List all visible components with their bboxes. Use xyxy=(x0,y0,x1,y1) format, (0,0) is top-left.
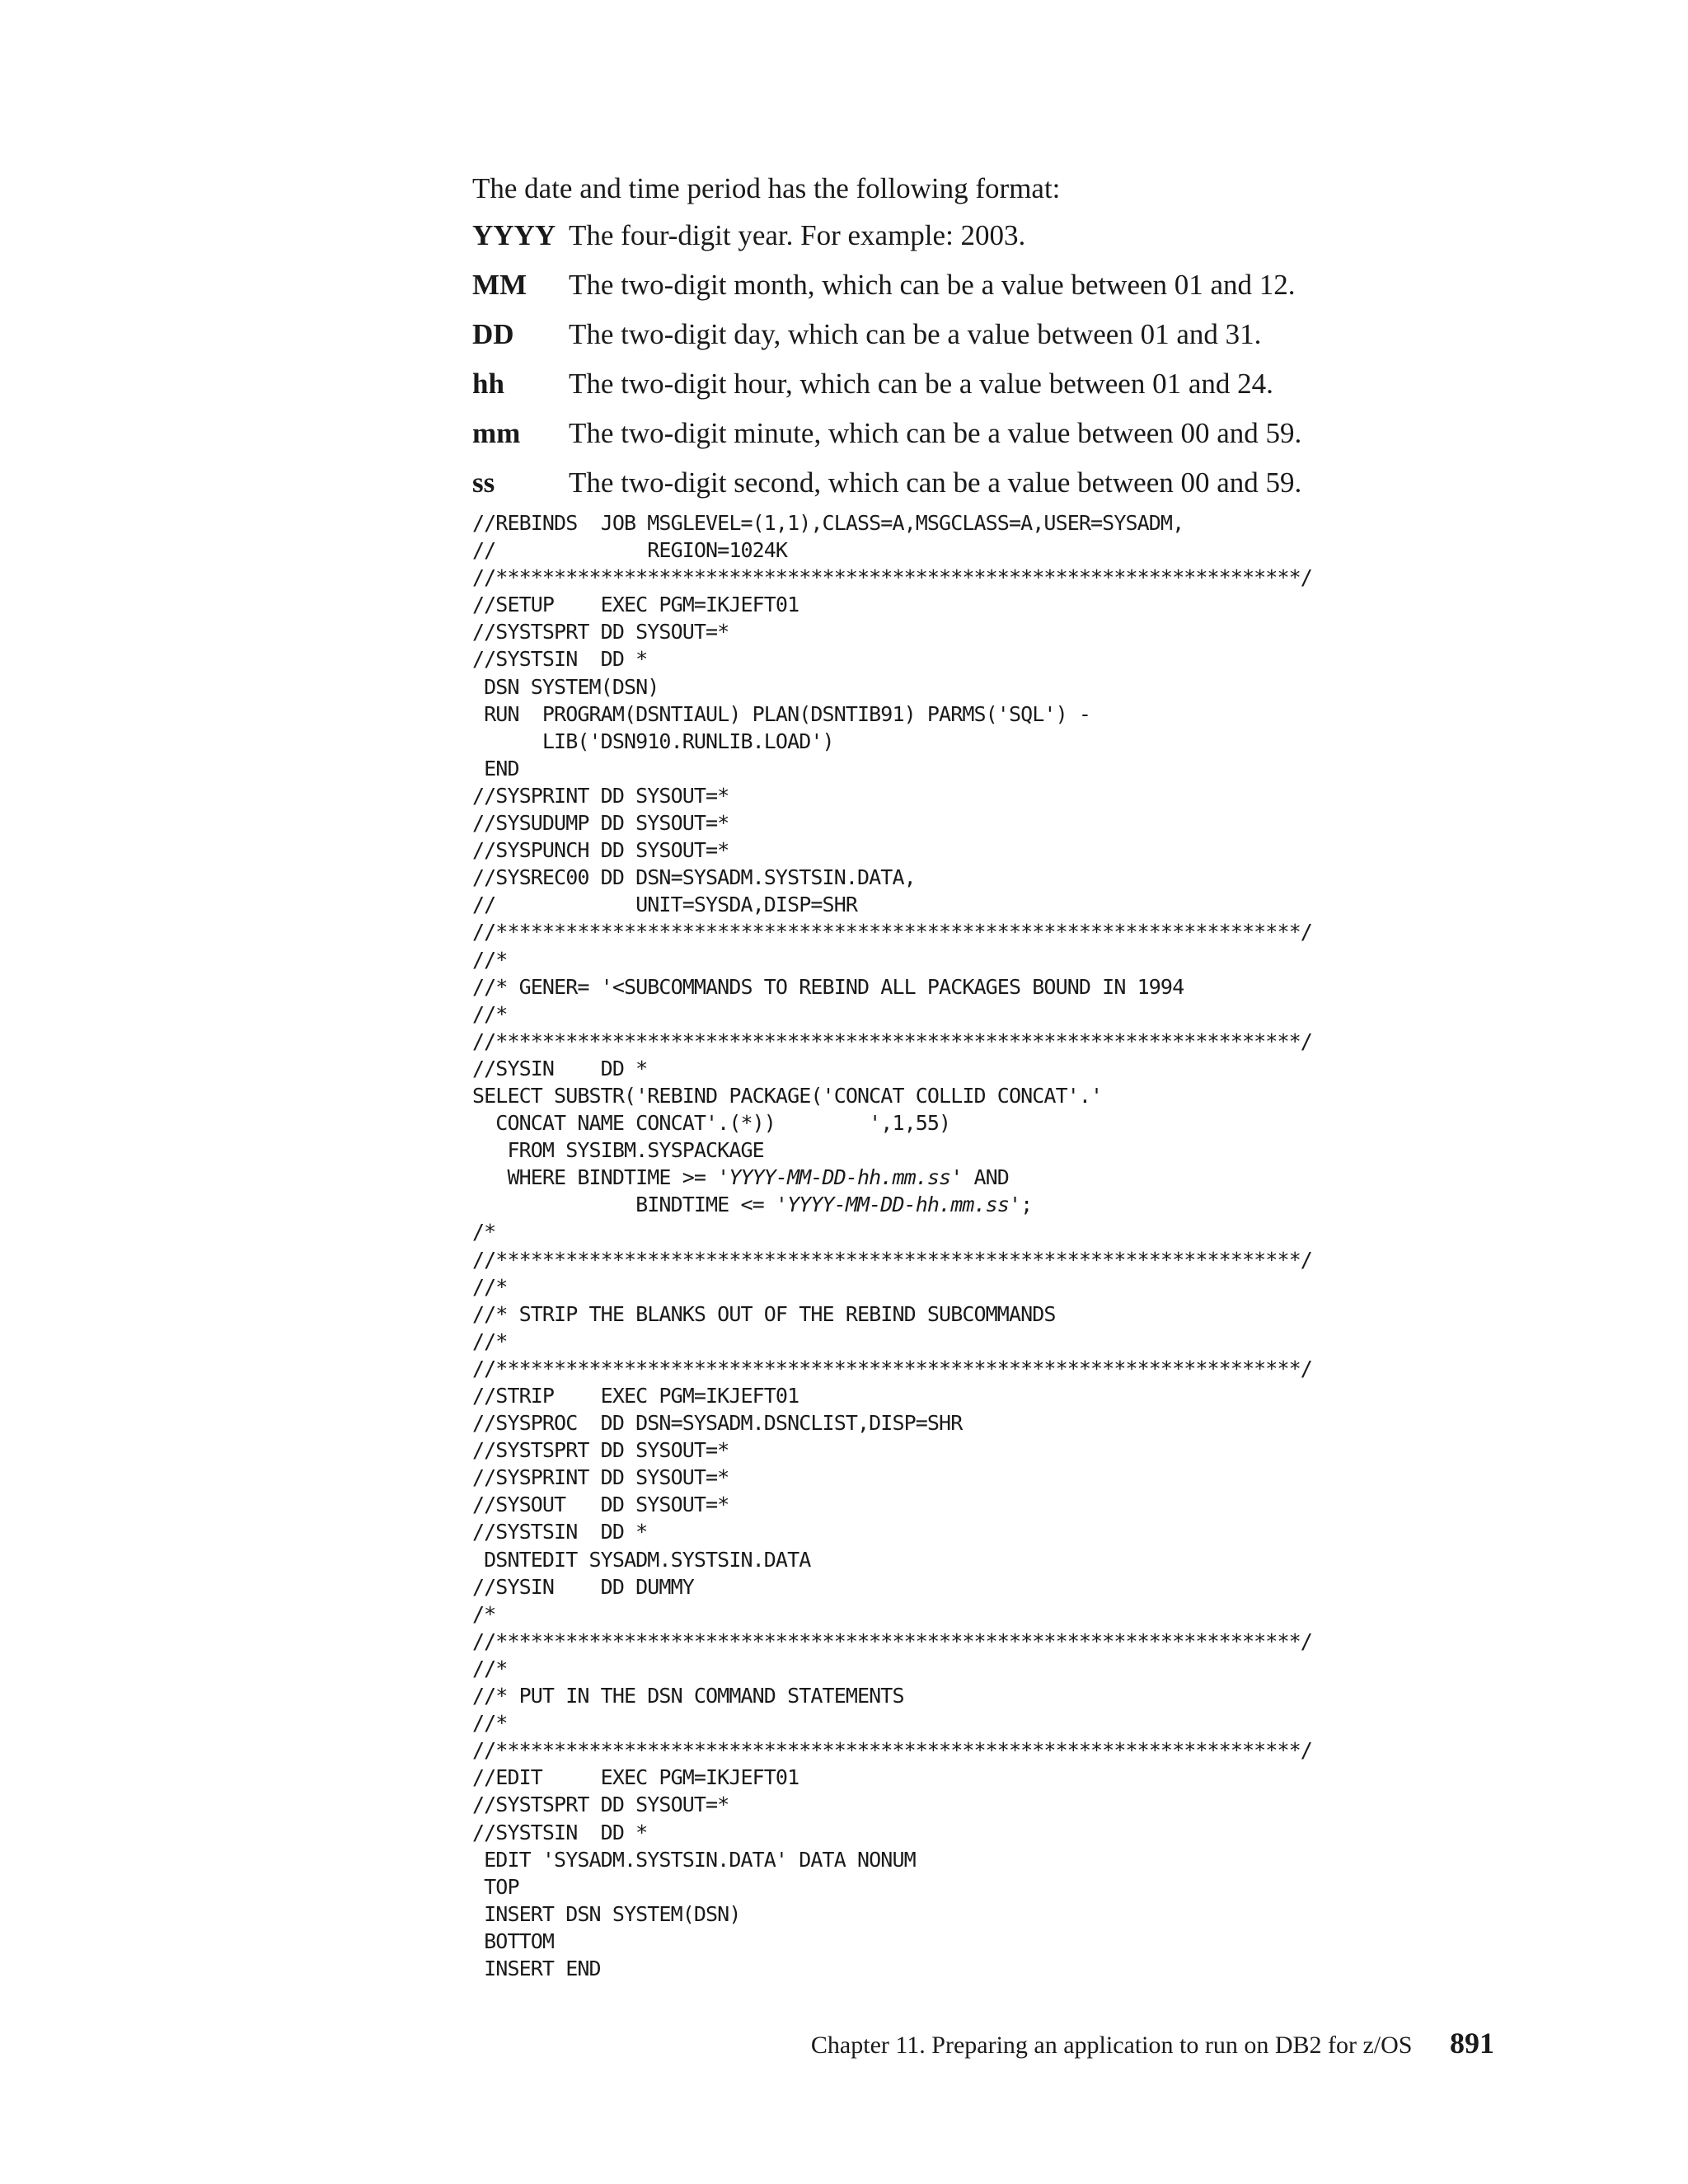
code-line: TOP xyxy=(472,1874,519,1899)
code-line: DSNTEDIT SYSADM.SYSTSIN.DATA xyxy=(472,1547,811,1572)
definition-text: The two-digit second, which can be a value between 00 and 59. xyxy=(569,466,1302,499)
definition-item xyxy=(472,265,1461,315)
code-line: //EDIT EXEC PGM=IKJEFT01 xyxy=(472,1765,799,1790)
code-line: //SYSOUT DD SYSOUT=* xyxy=(472,1493,729,1517)
code-line: //SETUP EXEC PGM=IKJEFT01 xyxy=(472,593,799,617)
definition-text: The four-digit year. For example: 2003. xyxy=(569,219,1026,251)
code-line: //* xyxy=(472,947,508,972)
definition-item xyxy=(472,414,1461,463)
code-line: //SYSUDUMP DD SYSOUT=* xyxy=(472,811,729,836)
code-line: //SYSIN DD DUMMY xyxy=(472,1574,694,1599)
code-line: //*********************************************************************/ xyxy=(472,1029,1312,1053)
code-line: //SYSTSIN DD * xyxy=(472,1820,648,1844)
code-line: WHERE BINDTIME >= 'YYYY-MM-DD-hh.mm.ss' AND xyxy=(472,1165,1009,1190)
code-line: //SYSIN DD * xyxy=(472,1056,648,1080)
code-line: DSN SYSTEM(DSN) xyxy=(472,674,659,699)
definition-term: hh xyxy=(472,368,504,400)
code-line: //SYSPUNCH DD SYSOUT=* xyxy=(472,838,729,863)
code-line: /* xyxy=(472,1601,496,1626)
code-line: INSERT END xyxy=(472,1956,601,1980)
code-line: BOTTOM xyxy=(472,1929,555,1953)
page-footer xyxy=(811,2023,1494,2065)
jcl-code-block xyxy=(472,509,1312,1982)
code-line: //SYSTSIN DD * xyxy=(472,647,648,672)
code-line: EDIT 'SYSADM.SYSTSIN.DATA' DATA NONUM xyxy=(472,1847,916,1872)
definition-text: The two-digit minute, which can be a value between 00 and 59. xyxy=(569,417,1302,449)
code-line: //* xyxy=(472,1656,508,1680)
definition-item xyxy=(472,463,1461,513)
code-line: //*********************************************************************/ xyxy=(472,920,1312,944)
definition-text: The two-digit day, which can be a value between 01 and 31. xyxy=(569,318,1262,350)
definition-text: The two-digit month, which can be a value between 01 and 12. xyxy=(569,269,1296,301)
definition-term: ss xyxy=(472,466,495,499)
code-line: //SYSTSIN DD * xyxy=(472,1520,648,1544)
code-line: //* GENER= '<SUBCOMMANDS TO REBIND ALL PACKAGES BOUND IN 1994 xyxy=(472,974,1184,999)
definition-term: YYYY xyxy=(472,219,556,251)
intro-text: The date and time period has the following format: xyxy=(472,172,1061,204)
definition-term: DD xyxy=(472,318,514,350)
definition-item xyxy=(472,364,1461,414)
definition-term: MM xyxy=(472,269,528,301)
code-line: /* xyxy=(472,1220,496,1244)
definition-item xyxy=(472,216,1461,265)
code-line: //*********************************************************************/ xyxy=(472,1247,1312,1272)
code-line: //*********************************************************************/ xyxy=(472,565,1312,590)
code-line: //*********************************************************************/ xyxy=(472,1629,1312,1653)
code-line: //SYSREC00 DD DSN=SYSADM.SYSTSIN.DATA, xyxy=(472,865,916,890)
code-line: //SYSPROC DD DSN=SYSADM.DSNCLIST,DISP=SHR xyxy=(472,1411,963,1436)
chapter-title: Chapter 11. Preparing an application to run on DB2 for z/OS xyxy=(810,2032,1413,2059)
code-line: //* STRIP THE BLANKS OUT OF THE REBIND SUBCOMMANDS xyxy=(472,1301,1056,1326)
code-line: // UNIT=SYSDA,DISP=SHR xyxy=(472,893,857,917)
code-line: //REBINDS JOB MSGLEVEL=(1,1),CLASS=A,MSGCLASS=A,USER=SYSADM, xyxy=(472,511,1184,535)
code-line: //* xyxy=(472,1274,508,1299)
code-line: //STRIP EXEC PGM=IKJEFT01 xyxy=(472,1384,799,1408)
code-line: //* xyxy=(472,1711,508,1736)
code-line: //* xyxy=(472,1329,508,1353)
code-line: //* PUT IN THE DSN COMMAND STATEMENTS xyxy=(472,1684,904,1708)
code-line: //SYSTSPRT DD SYSOUT=* xyxy=(472,620,729,644)
code-line: //* xyxy=(472,1001,508,1026)
code-line: CONCAT NAME CONCAT'.(*)) ',1,55) xyxy=(472,1111,951,1136)
page-number: 891 xyxy=(1450,2027,1494,2060)
definition-list xyxy=(472,216,1461,513)
code-line: //*********************************************************************/ xyxy=(472,1356,1312,1380)
code-line: SELECT SUBSTR('REBIND PACKAGE('CONCAT COLLID CONCAT'.' xyxy=(472,1083,1103,1108)
code-line: //SYSPRINT DD SYSOUT=* xyxy=(472,1465,729,1490)
code-line: LIB('DSN910.RUNLIB.LOAD') xyxy=(472,729,834,753)
code-line: //*********************************************************************/ xyxy=(472,1738,1312,1763)
definition-item xyxy=(472,315,1461,364)
code-line: BINDTIME <= 'YYYY-MM-DD-hh.mm.ss'; xyxy=(472,1193,1033,1217)
code-line: // REGION=1024K xyxy=(472,538,788,563)
code-line: RUN PROGRAM(DSNTIAUL) PLAN(DSNTIB91) PARMS('SQL') - xyxy=(472,701,1091,726)
definition-text: The two-digit hour, which can be a value between 01 and 24. xyxy=(569,368,1273,400)
code-line: INSERT DSN SYSTEM(DSN) xyxy=(472,1901,741,1926)
code-line: //SYSTSPRT DD SYSOUT=* xyxy=(472,1438,729,1463)
code-line: END xyxy=(472,756,519,780)
code-line: //SYSPRINT DD SYSOUT=* xyxy=(472,783,729,808)
code-line: FROM SYSIBM.SYSPACKAGE xyxy=(472,1138,764,1163)
code-line: //SYSTSPRT DD SYSOUT=* xyxy=(472,1793,729,1817)
definition-term: mm xyxy=(472,417,521,449)
